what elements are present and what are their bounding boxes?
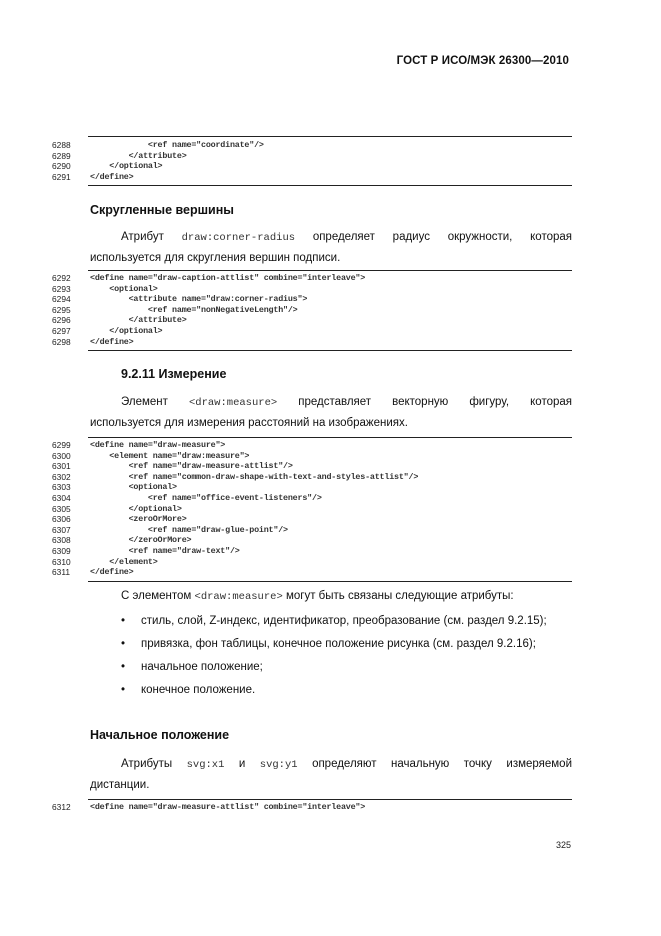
- code-text: <ref name="draw-glue-point"/>: [90, 524, 288, 535]
- line-number: 6300: [52, 450, 71, 461]
- attributes-intro: [121, 590, 514, 603]
- text: представляет векторную фигуру, которая: [298, 396, 572, 408]
- paragraph-line: используется для скругления вершин подписи.: [90, 252, 341, 264]
- text: Атрибут: [121, 231, 164, 243]
- section-heading-measure: 9.2.11 Измерение: [121, 367, 227, 381]
- code-rule-top: [88, 799, 572, 800]
- code-block-2: [52, 273, 572, 347]
- text: определяют начальную точку измеряемой: [312, 758, 573, 770]
- code-text: </optional>: [90, 503, 182, 514]
- code-text: <zeroOrMore>: [90, 514, 187, 525]
- text: определяет радиус окружности, которая: [312, 231, 572, 243]
- line-number: 6311: [52, 567, 71, 578]
- code-line: [52, 514, 572, 525]
- code-text: </attribute>: [90, 150, 187, 161]
- code-text: </zeroOrMore>: [90, 535, 192, 546]
- code-block-4: [52, 802, 572, 813]
- code-line: [52, 294, 572, 305]
- code-text: </optional>: [90, 161, 163, 172]
- code-line: [52, 326, 572, 337]
- bullet-mark: •: [121, 661, 126, 673]
- code-text: </element>: [90, 556, 158, 567]
- line-number: 6301: [52, 461, 71, 472]
- text: Элемент: [121, 396, 168, 408]
- list-item: [90, 681, 572, 700]
- page-number: 325: [556, 840, 572, 850]
- line-number: 6307: [52, 524, 71, 535]
- bullet-mark: •: [121, 638, 126, 650]
- bullet-mark: •: [121, 615, 126, 627]
- line-number: 6294: [52, 294, 71, 305]
- code-line: [52, 525, 572, 536]
- document-header: ГОСТ Р ИСО/МЭК 26300—2010: [396, 55, 569, 67]
- code-line: [52, 151, 572, 162]
- line-number: 6310: [52, 556, 71, 567]
- code-rule-top: [88, 270, 572, 271]
- code-line: [52, 172, 572, 183]
- code-text: </attribute>: [90, 315, 187, 326]
- bullet-mark: •: [121, 684, 126, 696]
- code-line: [52, 802, 572, 813]
- paragraph-line: [90, 754, 572, 775]
- line-number: 6290: [52, 161, 71, 172]
- code-line: [52, 472, 572, 483]
- code-line: [52, 461, 572, 472]
- inline-code: <draw:measure>: [188, 397, 278, 409]
- list-item-text: конечное положение.: [141, 684, 256, 696]
- code-line: [52, 273, 572, 284]
- line-number: 6299: [52, 440, 71, 450]
- list-item: [90, 658, 572, 677]
- code-line: [52, 305, 572, 316]
- code-text: <optional>: [90, 283, 158, 294]
- paragraph-corner: [90, 227, 572, 268]
- code-text: </optional>: [90, 325, 163, 336]
- paragraph-measure: [90, 392, 572, 433]
- code-line: [52, 161, 572, 172]
- code-text: <ref name="common-draw-shape-with-text-and-styles-attlist"/>: [90, 471, 419, 482]
- code-text: <ref name="coordinate"/>: [90, 140, 264, 150]
- line-number: 6292: [52, 273, 71, 283]
- inline-code: draw:corner-radius: [181, 232, 296, 244]
- line-number: 6309: [52, 545, 71, 556]
- code-rule-top: [88, 136, 572, 137]
- list-item: [90, 612, 572, 631]
- text: и: [238, 758, 246, 770]
- text: могут быть связаны следующие атрибуты:: [285, 590, 514, 602]
- line-number: 6296: [52, 315, 71, 326]
- code-text: <define name="draw-caption-attlist" combine="interleave">: [90, 273, 366, 283]
- line-number: 6293: [52, 283, 71, 294]
- attribute-list: [90, 612, 572, 704]
- code-line: [52, 482, 572, 493]
- line-number: 6303: [52, 482, 71, 493]
- paragraph-line: [90, 392, 572, 413]
- paragraph-line: используется для измерения расстояний на изображениях.: [90, 417, 408, 429]
- code-text: <ref name="nonNegativeLength"/>: [90, 304, 298, 315]
- code-line: [52, 337, 572, 348]
- code-text: <ref name="draw-text"/>: [90, 545, 240, 556]
- code-text: <define name="draw-measure">: [90, 440, 226, 450]
- paragraph-start: [90, 754, 572, 795]
- paragraph-line: дистанции.: [90, 779, 150, 791]
- code-line: [52, 284, 572, 295]
- line-number: 6304: [52, 492, 71, 503]
- section-heading-corner: Скругленные вершины: [90, 203, 234, 217]
- code-text: <ref name="draw-measure-attlist"/>: [90, 461, 293, 472]
- code-text: <define name="draw-measure-attlist" combine="interleave">: [90, 802, 366, 812]
- inline-code: <draw:measure>: [194, 591, 283, 603]
- code-line: [52, 440, 572, 451]
- code-text: </define>: [90, 567, 134, 578]
- line-number: 6308: [52, 535, 71, 546]
- code-rule-bottom: [88, 581, 572, 582]
- text: Атрибуты: [121, 758, 173, 770]
- inline-code: svg:y1: [259, 759, 298, 771]
- code-line: [52, 567, 572, 578]
- list-item: [90, 635, 572, 654]
- section-heading-start: Начальное положение: [90, 728, 230, 742]
- line-number: 6295: [52, 304, 71, 315]
- code-line: [52, 451, 572, 462]
- list-item-text: начальное положение;: [141, 661, 263, 673]
- code-line: [52, 315, 572, 326]
- line-number: 6302: [52, 471, 71, 482]
- code-rule-bottom: [88, 185, 572, 186]
- line-number: 6306: [52, 514, 71, 525]
- code-line: [52, 557, 572, 568]
- code-text: <ref name="office-event-listeners"/>: [90, 492, 322, 503]
- line-number: 6312: [52, 802, 71, 812]
- code-text: <optional>: [90, 482, 177, 493]
- code-rule-bottom: [88, 350, 572, 351]
- code-text: </define>: [90, 336, 134, 347]
- paragraph-line: [90, 227, 572, 248]
- inline-code: svg:x1: [186, 759, 225, 771]
- line-number: 6291: [52, 171, 71, 182]
- list-item-text: привязка, фон таблицы, конечное положение рисунка (см. раздел 9.2.16);: [141, 638, 536, 650]
- line-number: 6298: [52, 336, 71, 347]
- text: С элементом: [121, 590, 192, 602]
- code-line: [52, 140, 572, 151]
- code-text: <attribute name="draw:corner-radius">: [90, 294, 308, 305]
- line-number: 6289: [52, 150, 71, 161]
- list-item-text: стиль, слой, Z-индекс, идентификатор, преобразование (см. раздел 9.2.15);: [141, 615, 547, 627]
- code-text: </define>: [90, 171, 134, 182]
- code-line: [52, 546, 572, 557]
- code-text: <element name="draw:measure">: [90, 450, 250, 461]
- code-block-1: [52, 140, 572, 182]
- code-line: [52, 504, 572, 515]
- line-number: 6288: [52, 140, 71, 150]
- code-line: [52, 535, 572, 546]
- line-number: 6305: [52, 503, 71, 514]
- code-line: [52, 493, 572, 504]
- line-number: 6297: [52, 325, 71, 336]
- code-block-3: [52, 440, 572, 578]
- code-rule-top: [88, 437, 572, 438]
